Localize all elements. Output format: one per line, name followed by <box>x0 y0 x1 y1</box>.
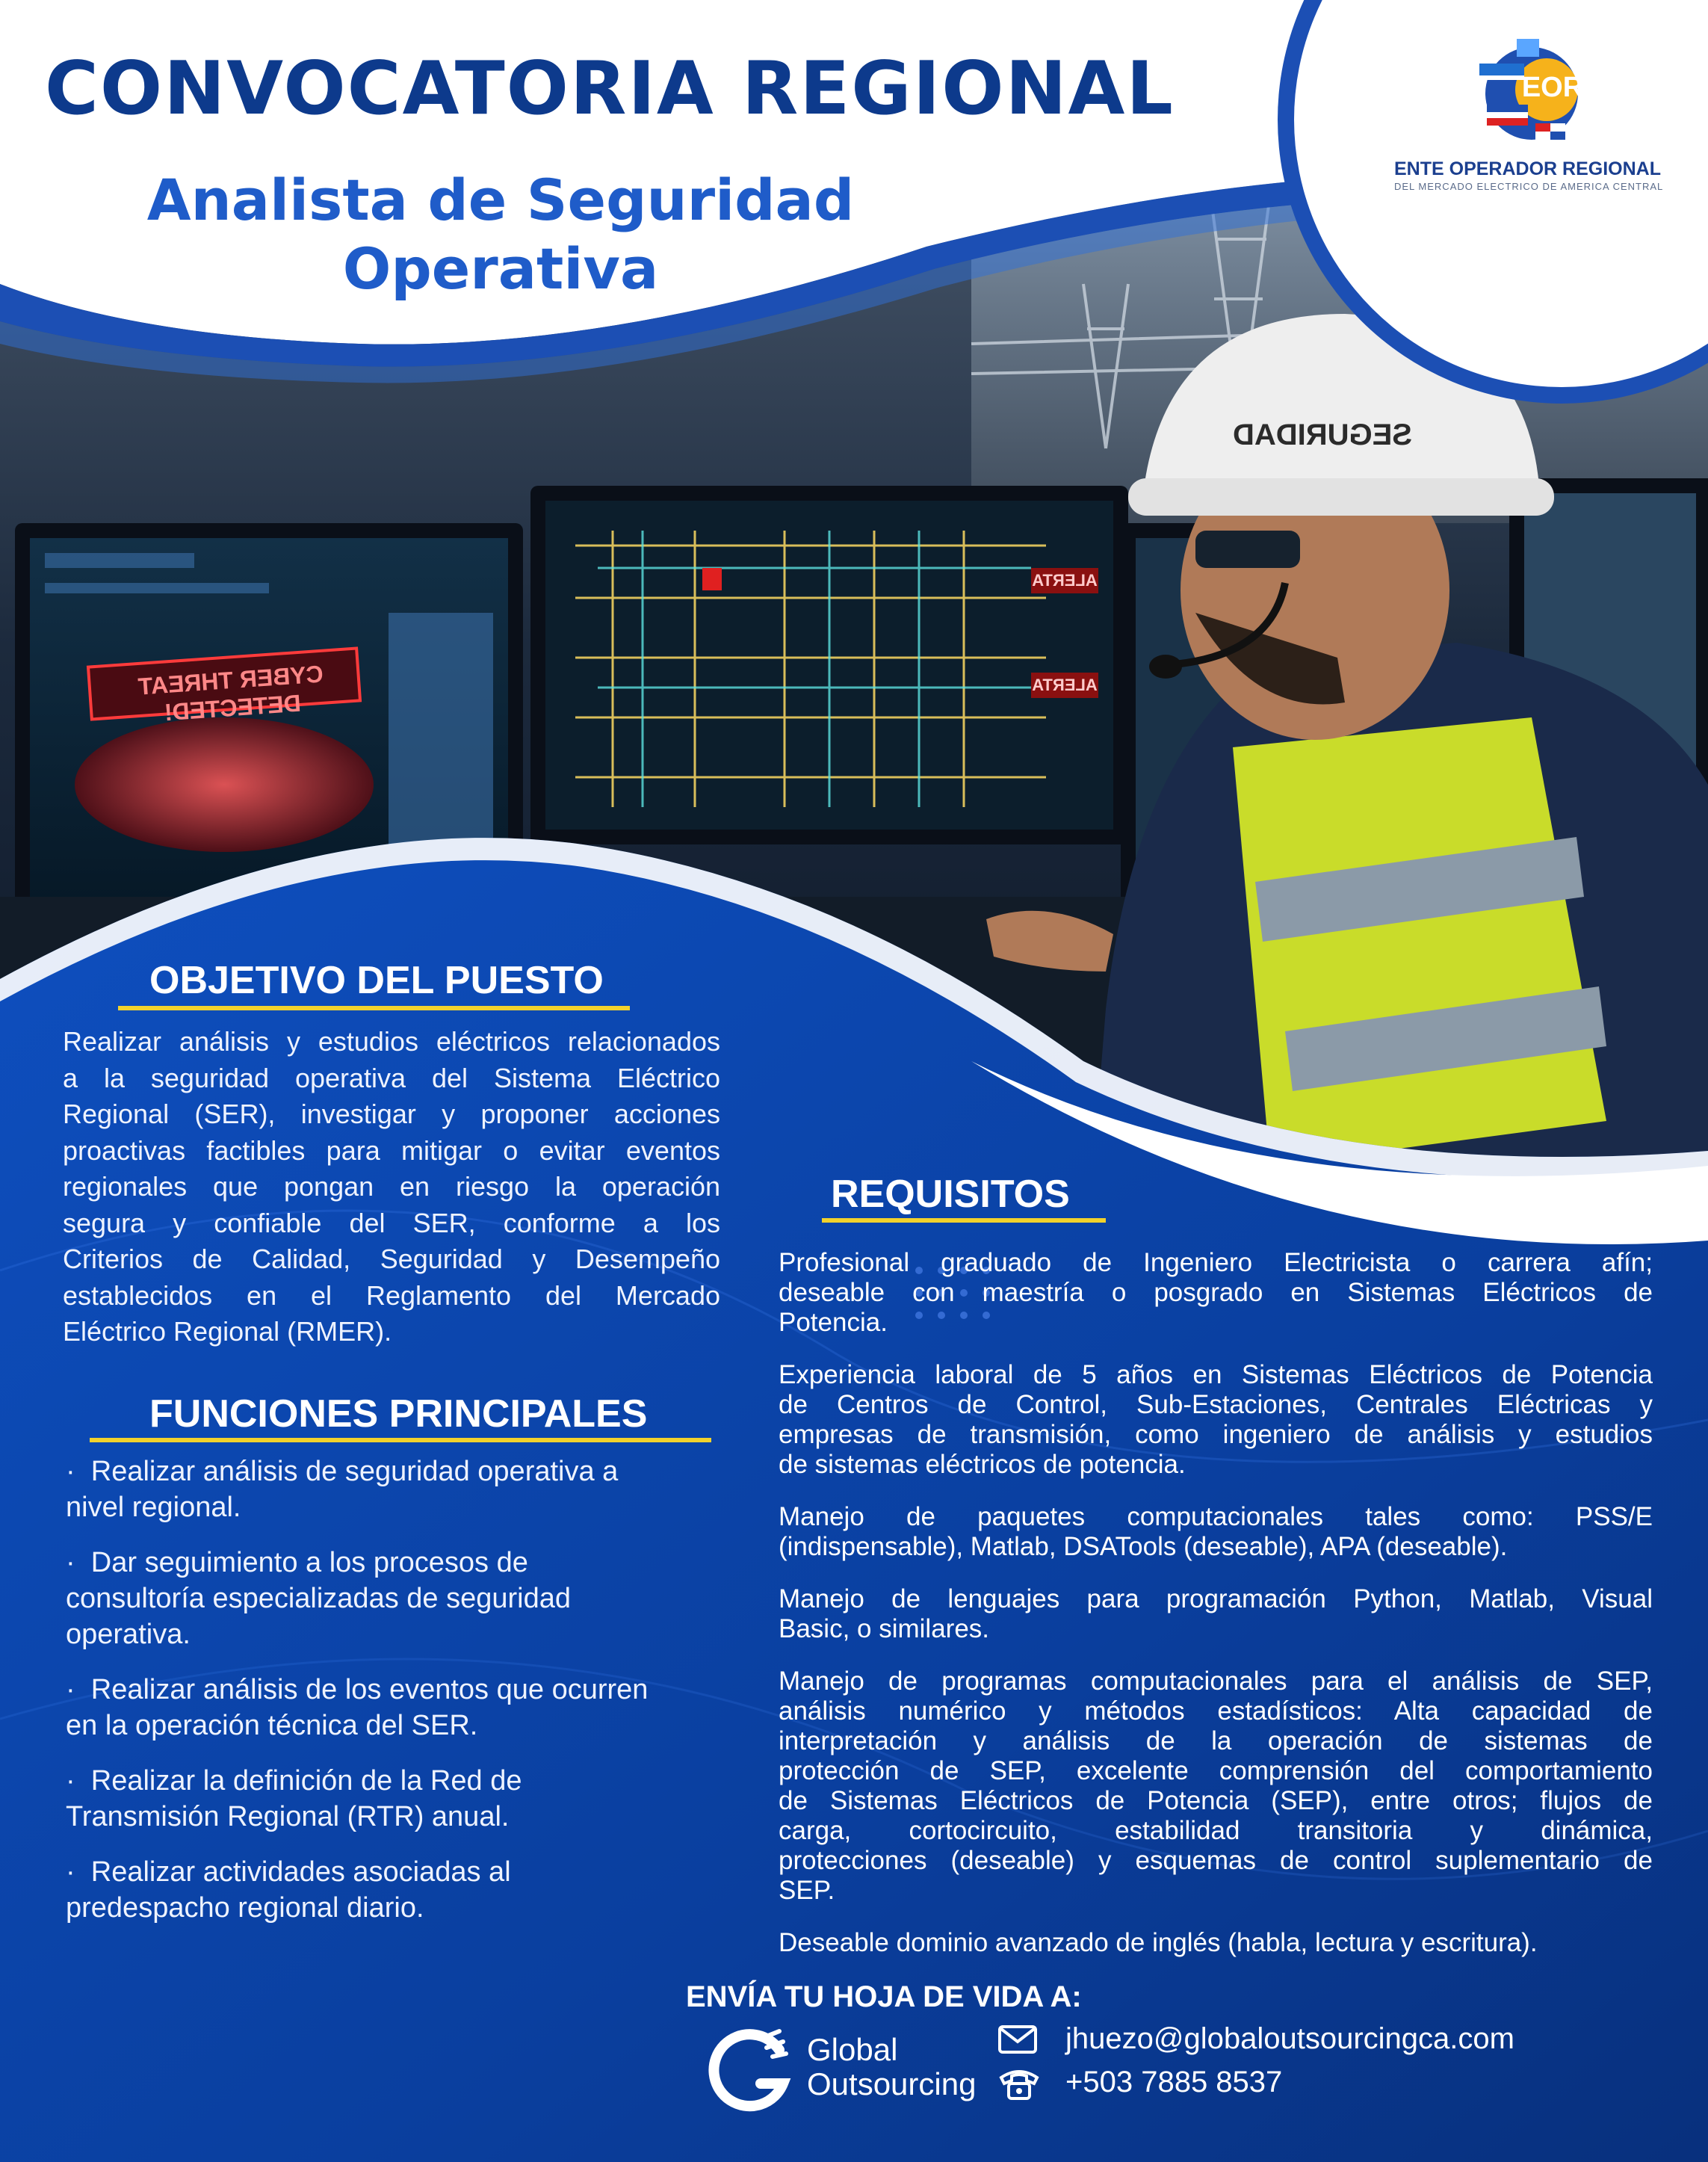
page-title: CONVOCATORIA REGIONAL <box>45 46 1175 132</box>
list-item <box>66 1672 723 1744</box>
requirement-line: protección de SEP, excelente comprensión del comportamiento <box>779 1756 1653 1785</box>
screen-alert-label-2: ALERTA <box>1032 676 1098 694</box>
email-link[interactable]: jhuezo@globaloutsourcingca.com <box>1065 2022 1514 2055</box>
telephone-icon <box>997 2066 1042 2101</box>
requirement-line: Deseable dominio avanzado de inglés (habla, lectura y escritura). <box>779 1928 1538 1957</box>
objective-underline <box>118 1006 630 1010</box>
screen-alert-label-1: ALERTA <box>1032 571 1098 590</box>
company-name-line-1: Global <box>807 2032 898 2067</box>
eor-flags-logo <box>1472 30 1591 149</box>
requirement-line: Manejo de programas computacionales para el análisis de SEP, <box>779 1667 1653 1696</box>
requirement-line: de Centros de Control, Sub-Estaciones, Centrales Eléctricas y <box>779 1390 1653 1419</box>
list-item <box>66 1763 723 1835</box>
function-text: Realizar análisis de los eventos que ocurren <box>90 1674 649 1705</box>
envelope-icon <box>998 2025 1037 2054</box>
requirement-line: de sistemas eléctricos de potencia. <box>779 1450 1186 1479</box>
requirement-line: Potencia. <box>779 1308 888 1337</box>
eor-logo-name: ENTE OPERADOR REGIONAL <box>1394 158 1661 179</box>
bullet-glyph: · <box>66 1547 75 1578</box>
objective-heading: OBJETIVO DEL PUESTO <box>149 959 604 1002</box>
bullet-glyph: · <box>66 1674 75 1705</box>
company-name-line-2: Outsourcing <box>807 2066 977 2101</box>
company-name <box>807 2033 976 2101</box>
objective-line: Eléctrico Regional (RMER). <box>63 1316 392 1347</box>
function-text: predespacho regional diario. <box>66 1892 424 1924</box>
requirement-line: Basic, o similares. <box>779 1614 990 1643</box>
job-title-line-2: Operativa <box>342 235 659 302</box>
objective-line: a la seguridad operativa del Sistema Eléctrico <box>63 1062 720 1093</box>
list-item <box>66 1854 723 1926</box>
objective-text <box>63 1024 720 1350</box>
requirement-line: de Sistemas Eléctricos de Potencia (SEP), entre otros; flujos de <box>779 1786 1653 1815</box>
requirement-item <box>779 1928 1653 1958</box>
requirement-line: (indispensable), Matlab, DSATools (deseable), APA (deseable). <box>779 1532 1508 1561</box>
screen-threat-label: CYBER THREAT DETECTED! <box>137 660 324 726</box>
requirement-item <box>779 1248 1653 1338</box>
function-text: consultoría especializadas de seguridad <box>66 1583 571 1614</box>
function-text: Realizar análisis de seguridad operativa a <box>90 1456 619 1487</box>
bullet-glyph: · <box>66 1456 75 1487</box>
list-item <box>66 1454 723 1525</box>
function-text: operativa. <box>66 1619 191 1650</box>
bullet-glyph: · <box>66 1765 75 1797</box>
requirement-line: Experiencia laboral de 5 años en Sistemas Eléctricos de Potencia <box>779 1360 1653 1389</box>
requirement-line: carga, cortocircuito, estabilidad transitoria y dinámica, <box>779 1816 1653 1845</box>
function-text: en la operación técnica del SER. <box>66 1710 478 1741</box>
objective-line: segura y confiable del SER, conforme a los <box>63 1207 720 1238</box>
requirement-item <box>779 1360 1653 1480</box>
requirement-line: protecciones (deseable) y esquemas de control suplementario de <box>779 1846 1653 1875</box>
objective-line: regionales que pongan en riesgo la operación <box>63 1171 720 1202</box>
objective-line: proactivas factibles para mitigar o evitar eventos <box>63 1134 720 1166</box>
requirement-item <box>779 1667 1653 1906</box>
job-title <box>134 166 867 303</box>
requirement-line: interpretación y análisis de la operación de sistemas de <box>779 1726 1653 1755</box>
function-text: Realizar actividades asociadas al <box>90 1856 511 1888</box>
objective-line: Regional (SER), investigar y proponer acciones <box>63 1099 720 1129</box>
functions-underline <box>90 1438 711 1442</box>
objective-line: Criterios de Calidad, Seguridad y Desempeño <box>63 1244 720 1274</box>
list-item <box>66 1545 723 1652</box>
job-title-line-1: Analista de Seguridad <box>146 167 855 233</box>
bullet-glyph: · <box>66 1856 75 1888</box>
requirement-line: deseable con maestría o posgrado en Sistemas Eléctricos de <box>779 1278 1653 1307</box>
requirements-underline <box>822 1218 1106 1223</box>
requirement-line: Manejo de lenguajes para programación Python, Matlab, Visual <box>779 1584 1653 1613</box>
requirement-item <box>779 1584 1653 1644</box>
eor-logo-tagline: DEL MERCADO ELECTRICO DE AMERICA CENTRAL <box>1394 181 1664 192</box>
requirement-item <box>779 1502 1653 1562</box>
functions-heading: FUNCIONES PRINCIPALES <box>149 1392 648 1436</box>
function-text: Transmisión Regional (RTR) anual. <box>66 1801 510 1832</box>
function-text: Realizar la definición de la Red de <box>90 1765 522 1797</box>
requirement-line: SEP. <box>779 1876 835 1905</box>
requirement-line: Profesional graduado de Ingeniero Electricista o carrera afín; <box>779 1248 1653 1277</box>
helmet-label: SEGURIDAD <box>1232 418 1413 451</box>
eor-logo-abbr: EOR <box>1521 72 1584 103</box>
function-text: nivel regional. <box>66 1492 241 1523</box>
objective-line: Realizar análisis y estudios eléctricos relacionados <box>63 1026 720 1057</box>
function-text: Dar seguimiento a los procesos de <box>90 1547 528 1578</box>
objective-line: establecidos en el Reglamento del Mercado <box>63 1279 720 1311</box>
global-outsourcing-logo-icon <box>708 2024 798 2113</box>
requirement-line: Manejo de paquetes computacionales tales como: PSS/E <box>779 1502 1653 1531</box>
requirements-heading: REQUISITOS <box>831 1173 1070 1216</box>
requirement-line: análisis numérico y métodos estadísticos: Alta capacidad de <box>779 1696 1653 1726</box>
contact-heading: ENVÍA TU HOJA DE VIDA A: <box>686 1980 1082 2013</box>
functions-list <box>66 1454 723 1926</box>
requirement-line: empresas de transmisión, como ingeniero de análisis y estudios <box>779 1420 1653 1449</box>
requirements-list <box>779 1248 1653 1958</box>
phone-number[interactable]: +503 7885 8537 <box>1065 2066 1283 2098</box>
